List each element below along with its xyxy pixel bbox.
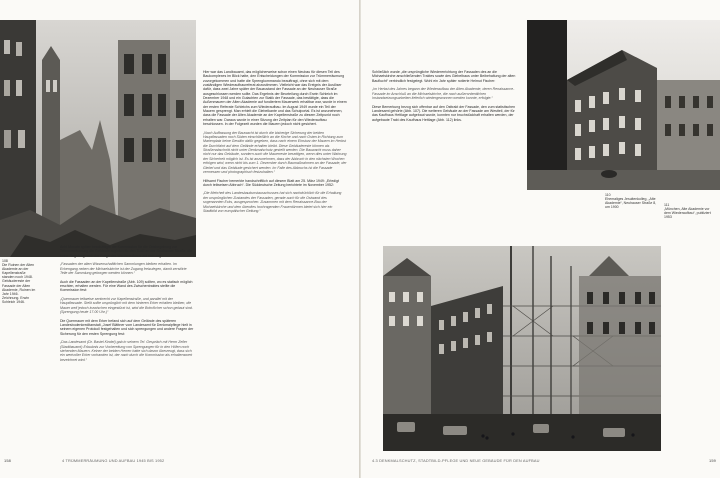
paragraph: Hier war das Landbauamt, das möglicherweise schon einen Neubau für diesen Teil des Baukomplexes im Blick hatte, den Entscheidungen der Kommission zur Trümmerräumung zuvorgekommen und hatte die Sprengkommando beauftragt, ohne sich mit dem zuständigen Wiederaufbaureferat abzustimmen. Vielleicht war das Ereignis der Auslöser dafür, dass zwei Jahre später der Bauzustand der Fassade an der Neuhauser Straße ausgeschlossen werden sollte. Das Ergebnis der Beurteilung durch Erwin Schleich im Dezember 1948 und ein Gutachten zur Statik der Fassade, das bestätigte, dass die Außenmauern der Alten Akademie auf fundiertem Mauerwerk erhaltbar war, wurde in einem der ersten Referate Schleichs zum Wiederaufbau. Im August 1949 wurde ein Teil der Mauern gesprengt. Man erhielt die Giebelkante und das Schulportal. Es ist anzunehmen, dass die Fassade der Alten Akademie an der Kapellenstraße zu diesem Zeitpunkt noch erhalten war. Daraus wurde in einer Sitzung der Zeitplan für den Wiederaufbau beschlossen. In der Folgezeit wurden die Mauern jedoch nicht gesichert. (203, 70, 347, 127)
paragraph: Auch die Fassaden an der Kapellenstraße (Abb. 109) sollten, wo es statisch möglich erschien, erhalten werden. Für eine Wand des Zwischentraktes stellte die Kommission fest: (60, 279, 193, 293)
caption-text: Die Ruinen der Alten Akademie an der Kapellenstraße standen noch 1948. Gebäudereste der Fassade der Alten Akademie, Ruinen im Jahr 1946. Zeichnung. Erwin Schleich 1946. (2, 263, 36, 304)
page-number: 158 (4, 458, 11, 463)
caption-number: 111 (664, 203, 670, 207)
quotation-block: „Nach Auffassung der Bauwacht ist durch die bisherige Sicherung der beiden Hauptfassaden noch Süden einschließlich an die Kirche und nach Osten in Richtung zum Marienplatz keine Gewähr dafür gegeben, dass nach einem Einsturz der Mauern im Herbst die Durchfahrt auf dem Gelände erhalten bleibt. Diese Gebäudereste können als Straßenabschnitt nicht unter Denkmalschutz gestellt werden. Die Bauwacht muss daher nicht nur das Gebäude, sondern auch die Mauerreste beseitigen, wenn dies unter Wahrung der Sicherheit möglich ist. Es ist anzunehmen, dass der Abbruch in den nächsten Wochen erfolgen wird, wenn nicht bis zum 1. Dezember durch Baumaßnahmen an der Fassade, der Giebel und das Gebäude gesichert werden. Im Falle des Abbruchs ist die Fassade vermessen und photographisch festzuhalten.“ (203, 130, 347, 174)
running-head: 4.3 DENKMALSCHUTZ, STADTBILD-PFLEGE UND NEUE GEBÄUDE FÜR DEN AUFBAU (372, 458, 540, 463)
paragraph: Diese Bemerkung bezog sich offenbar auf den Osttrakt der Fassade, den zum statistischen Landesamt gehörte (Abb. 107). Die weiteren Gebäude an der Fassade am Westteil, der für das Kaufhaus Hettlage aufgebaut wurde, konnten nur bruchstückhaft erhalten werden, der aufgebaute Trakt des Kaufhaus Hettlage (Abb. 112) links. (372, 104, 516, 122)
right-page (361, 0, 720, 478)
quotation: „Im Herbst des Jahres begann der Wiederaufbau der Alten Akademie, deren Renaissance-Fassade im Anschluß an die Michaelskirche, die nach außerordentlichen Instandsetzungsarbeiten lieferlich wiedergewonnen werden konnte, erfolgte.“ (372, 87, 515, 101)
figure-caption-110 (605, 193, 659, 209)
street-facade-photo (383, 246, 661, 451)
quotation: „Quermauer teilweise senkrecht zur Kapellenstraße, und parallel mit der Hauptfassade. Stellt sollte ursprünglich mit dem hinteren Erker erhalten bleiben, die Mauer weil jedoch inzwischen eingestürzt ist, wird die Bohrlöcher schon gebaut sind. (Sprengung heute 17.00 Uhr.)“ (60, 296, 193, 315)
quotation: „Die Mehrheit des Landesbaukunstausschusses hat sich nachdrücklich für die Erhaltung der ursprünglichen Zustandes der Fassaden, gerade auch für die Ostwand des sogenannten Ecks, ausgesprochen. Zusammen mit dem Renaissance-Bau der Michaelskirche und dem überdies hochragenden Frauentürmen bietet sich hier ein Stadtbild von europäischer Geltung.“ (203, 191, 342, 213)
paragraph: Die Quermauer mit dem Erker befand sich auf dem Gelände des späteren Landesbodenkreditanstalt „Josef Blättner vom Landesamt für Denkmalpflege hielt in seinem eigenen Protokoll festgehalten und sich sprengungen und andere Fragen der Sicherung für den ersten Sprengung fest: (60, 318, 194, 336)
caption-text: Ehemaliges Jesuitenkolleg, „Alte Akademie“, Neuhauser Straße 8, um 1900 (605, 197, 657, 210)
caption-text: „München, Alte Akademie vor dem Wiederaufbau“, publiziert 1953 (664, 207, 711, 220)
running-head: 4 TRÜMMERRÄUMUNG UND AUFBAU 1945 BIS 1952 (62, 458, 165, 463)
building-photo-icon (527, 20, 720, 190)
paragraph: Schließlich wurde „die ursprüngliche Wiedererrichtung der Fassaden des an die Michaelskirche anschließenden Traktes sowie des Giebelbaus unter Beibehaltung der alten Bauflucht“ verbindlich festgelegt. Wohl ein Jahr später notierte Helmut Fischer: (372, 70, 516, 83)
caption-number: 108 (2, 259, 8, 263)
right-column-text (203, 70, 347, 454)
street-photo-icon (383, 246, 661, 451)
caption-number: 110 (605, 193, 611, 197)
academy-building-photo (527, 20, 720, 190)
paragraph: Hilfsamt Fischer bemerkte handschriftlich auf diesem Blatt am 25. März 1949: „Erledigt durch teilweisen Abbruch“. Die Süddeutsche Zeitung berichtete im November 1952: (203, 178, 340, 187)
ruins-photo (0, 20, 196, 257)
paragraph: Acht Monate später beschäftigte die Kommission für die Ortsbegehung zur Trümmerräumung die Gebäude zugleich für den Trakt an der Neuhauser Straße, die keine Regelung nach der Frage des Wiederaufbaus auf sich zog. (60, 245, 193, 258)
left-page (0, 0, 359, 478)
page-number: 159 (709, 458, 716, 463)
left-column-text (60, 245, 194, 453)
figure-caption-111 (664, 203, 716, 219)
right-page-text-column (372, 70, 518, 240)
figure-caption-108 (2, 259, 36, 304)
ruin-photo-icon (0, 20, 196, 257)
quotation: „Das Landesamt (Dr. Bastel Kindel) gab in seinem Tel. Gespräch mit Herrn Zeller (Stadtbauamt) Erlaubnis zur Vorbereitung von Sprengungen für in den Höfen noch stehenden Mauern. Keiner der beiden Herren hatte sich davon überzeugt, dass sich ein wertvoller Erker vorhanden ist, der nach durch die Kommission als erhaltenswert bezeichnet wird.“ (60, 340, 193, 362)
quotation: „Fassaden der alten Wissenschaftlichen Sammlungen bleiben erhalten. Im Eckengang neben der Michaelskirche ist der Zugang freizulegen, damit zerstörte Teile der Sammlung geborgen werden können.“ (60, 262, 187, 276)
